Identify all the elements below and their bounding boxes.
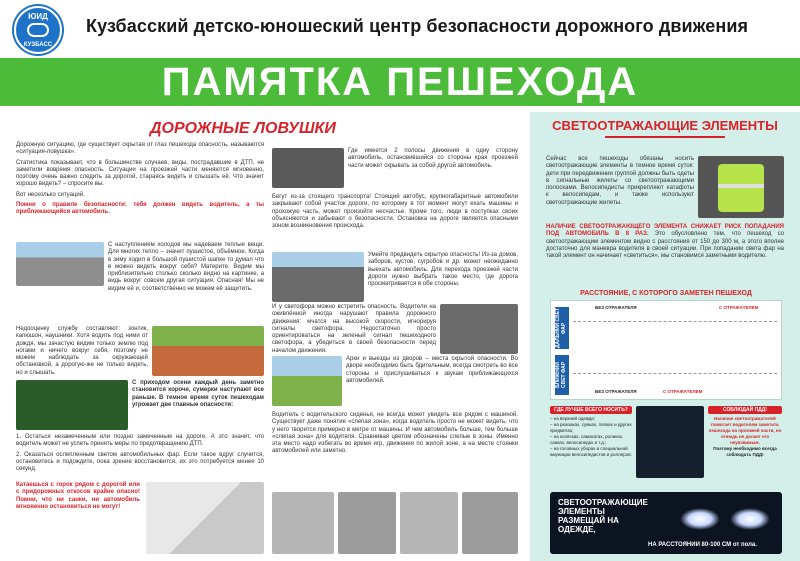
column-1 xyxy=(16,142,264,220)
without-reflector-far: БЕЗ ОТРАЖАТЕЛЯ xyxy=(595,305,637,310)
paragraph: Где имеется 2 полосы движения в одну сторону автомобиль, остановившийся со стороны края проезжей части может скрывать за собой другой автомобиль. xyxy=(348,148,518,169)
infinity-icon xyxy=(27,23,49,37)
reflective-vest-photo xyxy=(698,156,784,218)
paragraph: И у светофора можно встретить опасность. Водители на оживлённой иногда нарушают правила дорожного движения: мчатся на высокой скорости, игнорируя сигналы светофора. Недостаточно просто ориентироваться на зеленый сигнал пешеходного светофора, а убедиться в своей безопасности перед началом движения. xyxy=(272,304,436,354)
courtyard-arch-illustration xyxy=(272,356,342,406)
follow-rules-header: СОБЛЮДАЙ ПДД! xyxy=(708,406,782,414)
road-traps-title: ДОРОЖНЫЕ ЛОВУШКИ xyxy=(150,120,336,137)
column-1-winter xyxy=(108,242,264,296)
warning-text: Катаешься с горок рядом с дорогой или с придорожных откосов крайне опасно! Помни, что ни санки, ни автомобиль мгновенно остановиться не могут! xyxy=(16,482,140,510)
where-to-wear-list xyxy=(550,416,632,458)
column-2-arch xyxy=(346,356,518,388)
paragraph: С приходом осени каждый день заметно становится короче, сумерки наступают все раньше. В темное время суток пешеходам угрожает две главные опасности: xyxy=(132,380,264,408)
paragraph: 1. Остаться незамеченным или поздно замеченным на дороге. А это значит, что водитель может не успеть принять меры по предотвращению ДТП. xyxy=(16,434,264,448)
column-2-lanes xyxy=(348,148,518,173)
column-2-trafficlight xyxy=(272,304,436,358)
placement-height: НА РАССТОЯНИИ 80-100 СМ от пола. xyxy=(648,542,757,548)
vest-shape xyxy=(718,164,764,212)
column-2-bus xyxy=(272,194,518,233)
page-title: ПАМЯТКА ПЕШЕХОДА xyxy=(161,60,639,104)
paragraph: Водитель с водительского сиденья, не всегда может увидеть все рядом с машиной. Существует даже понятие «слепая зона», когда водитель просто не может видеть, что у него творится примерно в метре от машины. И чем автомобиль больше, тем больше «слепая зона» для водителя. Сравнивая цветом обозначены слепые в зоны. Именно эта место надо избегать во время игр, движения по жилой зоне, а на месте стоянки автомобилей или заметно. xyxy=(272,412,518,455)
blind-zone-car-1 xyxy=(272,492,334,554)
list-item: – на верхней одежде; xyxy=(550,416,596,421)
header xyxy=(0,0,800,56)
list-item: – на колясках, самокатах, роликах, санках, велосипедах и т.д.; xyxy=(550,434,624,445)
reflective-title-text: СВЕТООТРАЖАЮЩИЕ ЭЛЕМЕНТЫ xyxy=(552,118,778,133)
blind-zone-car-3 xyxy=(400,492,458,554)
winter-street-illustration xyxy=(16,242,104,286)
distance-diagram xyxy=(550,300,782,400)
paragraph: Арки и выезды из дворов – места скрытой опасности. Во дворе необходимо быть бдительным, всегда смотреть во все стороны и прислушиваться к звукам приближающихся автомобилей. xyxy=(346,356,518,384)
column-1-sled xyxy=(16,482,140,514)
risk-explanation: Это обусловлено тем, что пешеход со светоотражающим элементом видно с расстояния от 150 до 300 м, а этого вполне достаточно для маневра водителя в своей ситуации. При попадании света фар на такой элемент он начинает «светиться», мы становимся заметными водителю. xyxy=(546,231,785,260)
column-1-dusk xyxy=(132,380,264,412)
organization-title: Кузбасский детско-юношеский центр безопасности дорожного движения xyxy=(86,16,749,36)
headlight-right xyxy=(730,508,770,530)
sled-hill-illustration xyxy=(146,482,264,554)
paragraph: Умейте предвидеть скрытую опасность! Из-за домов, заборов, кустов, сугробов и др. может неожиданно выехать автомобиль. Для перехода проезжей части дороги нужно выбрать такое место, где дорога просматривается в обе стороны. xyxy=(368,252,518,288)
blind-zone-car-2 xyxy=(338,492,396,554)
distance-title: РАССТОЯНИЕ, С КОТОРОГО ЗАМЕТЕН ПЕШЕХОД xyxy=(580,290,752,297)
blind-zone-truck xyxy=(462,492,518,554)
column-1-dangers xyxy=(16,434,264,476)
night-pedestrians-photo xyxy=(636,406,704,478)
reflective-title xyxy=(548,118,782,138)
placement-tip: СВЕТООТРАЖАЮЩИЕ ЭЛЕМЕНТЫ РАЗМЕЩАЙ НА ОДЕЖДЕ, xyxy=(558,498,648,534)
column-2-hidden xyxy=(368,252,518,291)
two-lane-road-illustration xyxy=(272,148,344,188)
follow-rules-text xyxy=(708,416,782,458)
far-light-label: ДАЛЬНИЙ СВЕТ ФАР xyxy=(555,307,567,349)
hidden-danger-road-illustration xyxy=(272,252,364,302)
logo-bottom-text: КУЗБАСС xyxy=(23,42,53,48)
warning-text: Помни о правиле безопасности: тебя должен видеть водитель, а ты приближающийся автомобиль. xyxy=(16,202,264,216)
umbrella-crossing-illustration xyxy=(152,326,264,376)
title-underline xyxy=(605,136,725,138)
column-2-blindzone xyxy=(272,412,518,459)
follow-rules-note: Поэтому необходимо всегда соблюдать ПДД! xyxy=(713,446,777,457)
risk-warning: НАЛИЧИЕ СВЕТООТРАЖАЮЩЕГО ЭЛЕМЕНТА СНИЖАЕТ РИСК ПОПАДАНИЯ ПОД АВТОМОБИЛЬ В 8 РАЗ. xyxy=(546,224,784,238)
far-distance-line xyxy=(573,321,777,322)
where-to-wear-header: ГДЕ ЛУЧШЕ ВСЕГО НОСИТЬ? xyxy=(550,406,632,414)
paragraph: Вот несколько ситуаций. xyxy=(16,191,85,198)
title-banner xyxy=(0,58,800,106)
follow-rules-warning: Наличие светоотражателей помогает водителям заметить пешехода на проезжей части, но отнюдь не делает его неуязвимым. xyxy=(708,416,782,445)
without-reflector-near: БЕЗ ОТРАЖАТЕЛЯ xyxy=(595,389,637,394)
with-reflector-far: С ОТРАЖАТЕЛЕМ xyxy=(719,305,759,310)
headlights-banner xyxy=(550,492,782,554)
reflective-stats xyxy=(546,224,784,260)
paragraph: Статистика показывает, что в большинстве случаев, виды, пострадавшие в ДТП, не заметили вовремя опасность. Ситуации на проезжей части меняются мгновенно, поэтому очень важно следить за дорогой, стараясь видеть и слышать её. Что значит хорошо видеть? – спросите вы. xyxy=(16,159,264,188)
list-item: – на головных уборах и специальной амуниции велосипедистов и роллеров. xyxy=(550,446,632,457)
yuid-logo xyxy=(14,6,62,54)
reflective-intro: Сейчас все пешеходы обязаны носить светоотражающие элементы в темное время суток: дети при передвижении группой должны быть одеты в сигнальные жилеты со светоотражающими полосками. Велосипедисты прикрепляют катафоты к велосипедам, и также используют светоотражающие жилеты. xyxy=(546,156,694,206)
logo-top-text: ЮИД xyxy=(28,12,48,21)
near-distance-line xyxy=(573,373,777,374)
reflective-elements-section xyxy=(530,112,800,561)
with-reflector-near: С ОТРАЖАТЕЛЕМ xyxy=(663,389,703,394)
dusk-car-illustration xyxy=(16,380,128,430)
paragraph: С наступлением холодов мы надеваем теплые вещи. Для многих тепло – значит пушистое, объёмное. Когда в зиму ходил в большой пушистой шапке то думал что в можно видеть вокруг себя? Материте. Видим мы приблизительно столько сколько видно на картинке, а видь вокруг совсем другая ситуация. Опасная! Мы не видим её и, соответственно не можем её защитить. xyxy=(108,242,264,292)
paragraph: Недооценку службу составляют: зонтик, капюшон, наушники. Хотя водить под ними от дождя, мы зачастую видим только землю под ногами и ничего вокруг себя, поэтому не можем наблюдать за окружающей обстановкой, а дорогую-же не только видеть, но и слышать. xyxy=(16,326,148,376)
near-light-label: БЛИЖНИЙ СВЕТ ФАР xyxy=(555,355,569,395)
column-1-umbrella xyxy=(16,326,148,380)
road-traps-section xyxy=(0,112,528,561)
paragraph: Бегут из-за стоящего транспорта! Стоящий автобус, крупногабаритные автомобили закрывают собой участок дороги, по которому в тот момент могут ехать машины и прохожую часть, может произойти несчастье. Кроме того, люди в поступках своих объясняются и забывают о безопасности. Остановка на дороге является опасными зоном возникновения происхода. xyxy=(272,194,518,230)
paragraph: 2. Оказаться ослепленным светом автомобильных фар. Если такое вдруг случится, остановитесь и подождите, пока зрение восстановится, их это потребуется менее 10 секунд. xyxy=(16,451,264,473)
traffic-light-crossing-illustration xyxy=(440,304,518,354)
paragraph: Дорожную ситуацию, где существует скрытая от глаз пешехода опасность, называются «ситуация-ловушка». xyxy=(16,142,264,156)
headlight-left xyxy=(680,508,720,530)
list-item: – на рюкзаках, сумках, папках и других предметах; xyxy=(550,422,632,433)
vest-stripe xyxy=(718,184,764,188)
